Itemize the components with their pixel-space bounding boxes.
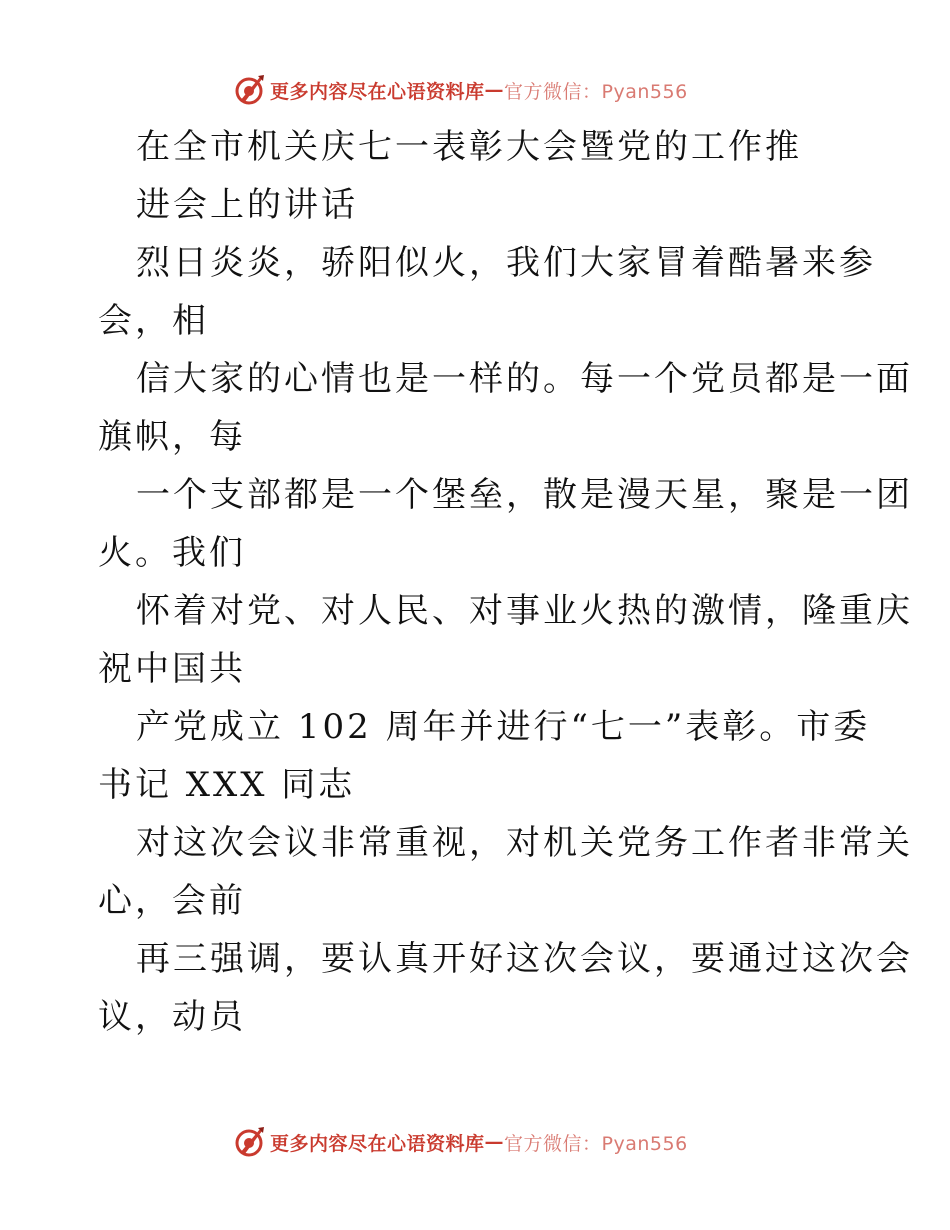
quill-logo-icon bbox=[232, 73, 266, 107]
document-body bbox=[98, 118, 913, 1046]
paragraph-line: 会，相 bbox=[98, 301, 209, 341]
paragraph-line: 火。我们 bbox=[98, 533, 246, 573]
header-banner bbox=[0, 70, 950, 110]
wechat-contact-text: 官方微信：Pyan556 bbox=[504, 80, 688, 103]
site-promo-text: 更多内容尽在心语资料库 bbox=[270, 80, 485, 103]
paragraph-line: 一个支部都是一个堡垒，散是漫天星，聚是一团 bbox=[136, 475, 913, 515]
paragraph-line: 书记 XXX 同志 bbox=[98, 765, 356, 805]
paragraph-line: 对这次会议非常重视，对机关党务工作者非常关 bbox=[136, 823, 913, 863]
banner-dash: — bbox=[484, 1131, 505, 1153]
paragraph-line: 再三强调，要认真开好这次会议，要通过这次会 bbox=[136, 939, 913, 979]
wechat-contact-text: 官方微信：Pyan556 bbox=[504, 1132, 688, 1155]
banner-dash: — bbox=[484, 79, 505, 101]
paragraph-line: 信大家的心情也是一样的。每一个党员都是一面 bbox=[136, 359, 913, 399]
paragraph-line: 旗帜，每 bbox=[98, 417, 246, 457]
paragraph-line: 怀着对党、对人民、对事业火热的激情，隆重庆 bbox=[136, 591, 913, 631]
document-title-line-2: 进会上的讲话 bbox=[136, 185, 358, 225]
paragraph-line: 心，会前 bbox=[98, 881, 246, 921]
paragraph-line: 烈日炎炎，骄阳似火，我们大家冒着酷暑来参 bbox=[136, 243, 876, 283]
paragraph-line: 祝中国共 bbox=[98, 649, 246, 689]
paragraph-line: 产党成立 102 周年并进行“七一”表彰。市委 bbox=[136, 707, 871, 747]
quill-logo-icon bbox=[232, 1125, 266, 1159]
document-title-line-1: 在全市机关庆七一表彰大会暨党的工作推 bbox=[136, 127, 802, 167]
footer-banner bbox=[0, 1122, 950, 1162]
site-promo-text: 更多内容尽在心语资料库 bbox=[270, 1132, 485, 1155]
paragraph-line: 议，动员 bbox=[98, 997, 246, 1037]
